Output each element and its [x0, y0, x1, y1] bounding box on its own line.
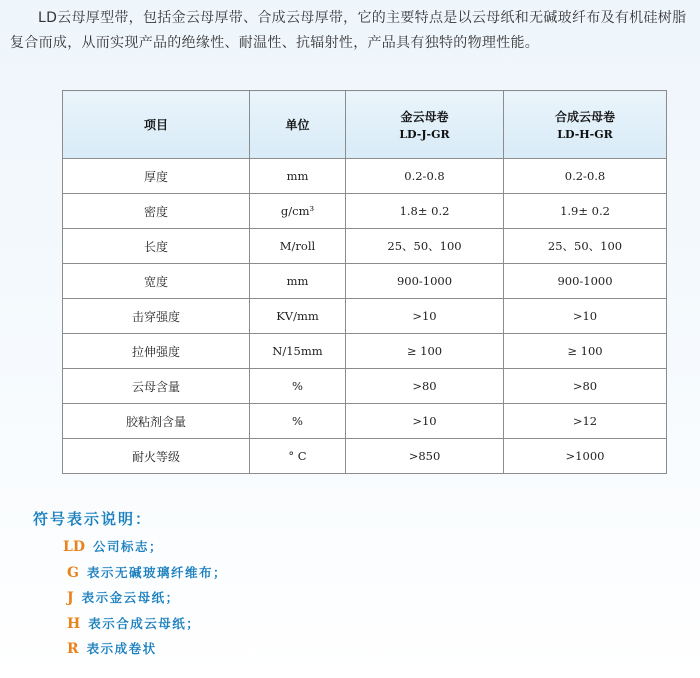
row-unit: ° C — [250, 439, 346, 474]
row-value-2: >1000 — [504, 439, 667, 474]
row-value-2: >80 — [504, 369, 667, 404]
table-row — [63, 439, 667, 474]
legend-item — [67, 563, 227, 581]
header-col1-code: LD-J-GR — [399, 128, 450, 141]
row-unit: N/15mm — [250, 334, 346, 369]
header-col1 — [346, 91, 504, 159]
legend-code: H — [67, 616, 81, 632]
intro-paragraph: LD云母厚型带，包括金云母厚带、合成云母厚带，它的主要特点是以云母纸和无碱玻纤布及有机硅树脂复合而成，从而实现产品的绝缘性、耐温性、抗辐射性，产品具有独特的物理性能。 — [10, 10, 687, 51]
table-row — [63, 334, 667, 369]
row-unit: KV/mm — [250, 299, 346, 334]
row-value-1: ≥ 100 — [346, 334, 504, 369]
legend-item — [67, 614, 200, 632]
legend-text: 表示成卷状 — [86, 641, 157, 656]
table-row — [63, 369, 667, 404]
row-item: 宽度 — [63, 264, 250, 299]
row-value-1: 25、50、100 — [346, 229, 504, 264]
legend-code: G — [67, 565, 79, 581]
header-unit: 单位 — [250, 91, 346, 159]
row-item: 拉伸强度 — [63, 334, 250, 369]
row-unit: mm — [250, 264, 346, 299]
row-item: 厚度 — [63, 159, 250, 194]
row-unit: % — [250, 369, 346, 404]
table-row — [63, 299, 667, 334]
legend-text: 表示合成云母纸； — [88, 616, 201, 631]
row-value-1: >10 — [346, 404, 504, 439]
row-value-1: 0.2-0.8 — [346, 159, 504, 194]
row-item: 胶粘剂含量 — [63, 404, 250, 439]
legend-text: 表示金云母纸； — [81, 590, 180, 605]
legend-item — [63, 537, 163, 555]
header-col2 — [504, 91, 667, 159]
table-row — [63, 159, 667, 194]
row-value-1: 900-1000 — [346, 264, 504, 299]
row-unit: g/cm³ — [250, 194, 346, 229]
row-value-2: ≥ 100 — [504, 334, 667, 369]
row-unit: % — [250, 404, 346, 439]
legend-text: 表示无碱玻璃纤维布； — [86, 565, 227, 580]
table-row — [63, 229, 667, 264]
table-row — [63, 194, 667, 229]
table-row — [63, 404, 667, 439]
row-value-1: >80 — [346, 369, 504, 404]
legend-text: 公司标志； — [92, 539, 163, 554]
row-unit: M/roll — [250, 229, 346, 264]
row-item: 密度 — [63, 194, 250, 229]
table-header-row — [63, 91, 667, 159]
table-row — [63, 264, 667, 299]
legend-title: 符号表示说明： — [33, 510, 153, 528]
header-item: 项目 — [63, 91, 250, 159]
row-value-1: >850 — [346, 439, 504, 474]
row-item: 耐火等级 — [63, 439, 250, 474]
legend-item — [67, 639, 157, 657]
row-value-1: 1.8± 0.2 — [346, 194, 504, 229]
row-value-2: >10 — [504, 299, 667, 334]
header-col2-title: 合成云母卷 — [554, 110, 615, 124]
legend-code: LD — [63, 539, 85, 555]
row-value-2: 0.2-0.8 — [504, 159, 667, 194]
row-value-2: 1.9± 0.2 — [504, 194, 667, 229]
row-value-2: 900-1000 — [504, 264, 667, 299]
spec-table — [62, 90, 667, 474]
row-unit: mm — [250, 159, 346, 194]
row-value-2: 25、50、100 — [504, 229, 667, 264]
row-value-1: >10 — [346, 299, 504, 334]
row-value-2: >12 — [504, 404, 667, 439]
row-item: 云母含量 — [63, 369, 250, 404]
legend-code: R — [67, 641, 79, 657]
header-col2-code: LD-H-GR — [557, 128, 613, 141]
row-item: 击穿强度 — [63, 299, 250, 334]
legend-item — [67, 588, 180, 606]
row-item: 长度 — [63, 229, 250, 264]
header-col1-title: 金云母卷 — [400, 110, 449, 124]
legend-code: J — [67, 590, 74, 606]
